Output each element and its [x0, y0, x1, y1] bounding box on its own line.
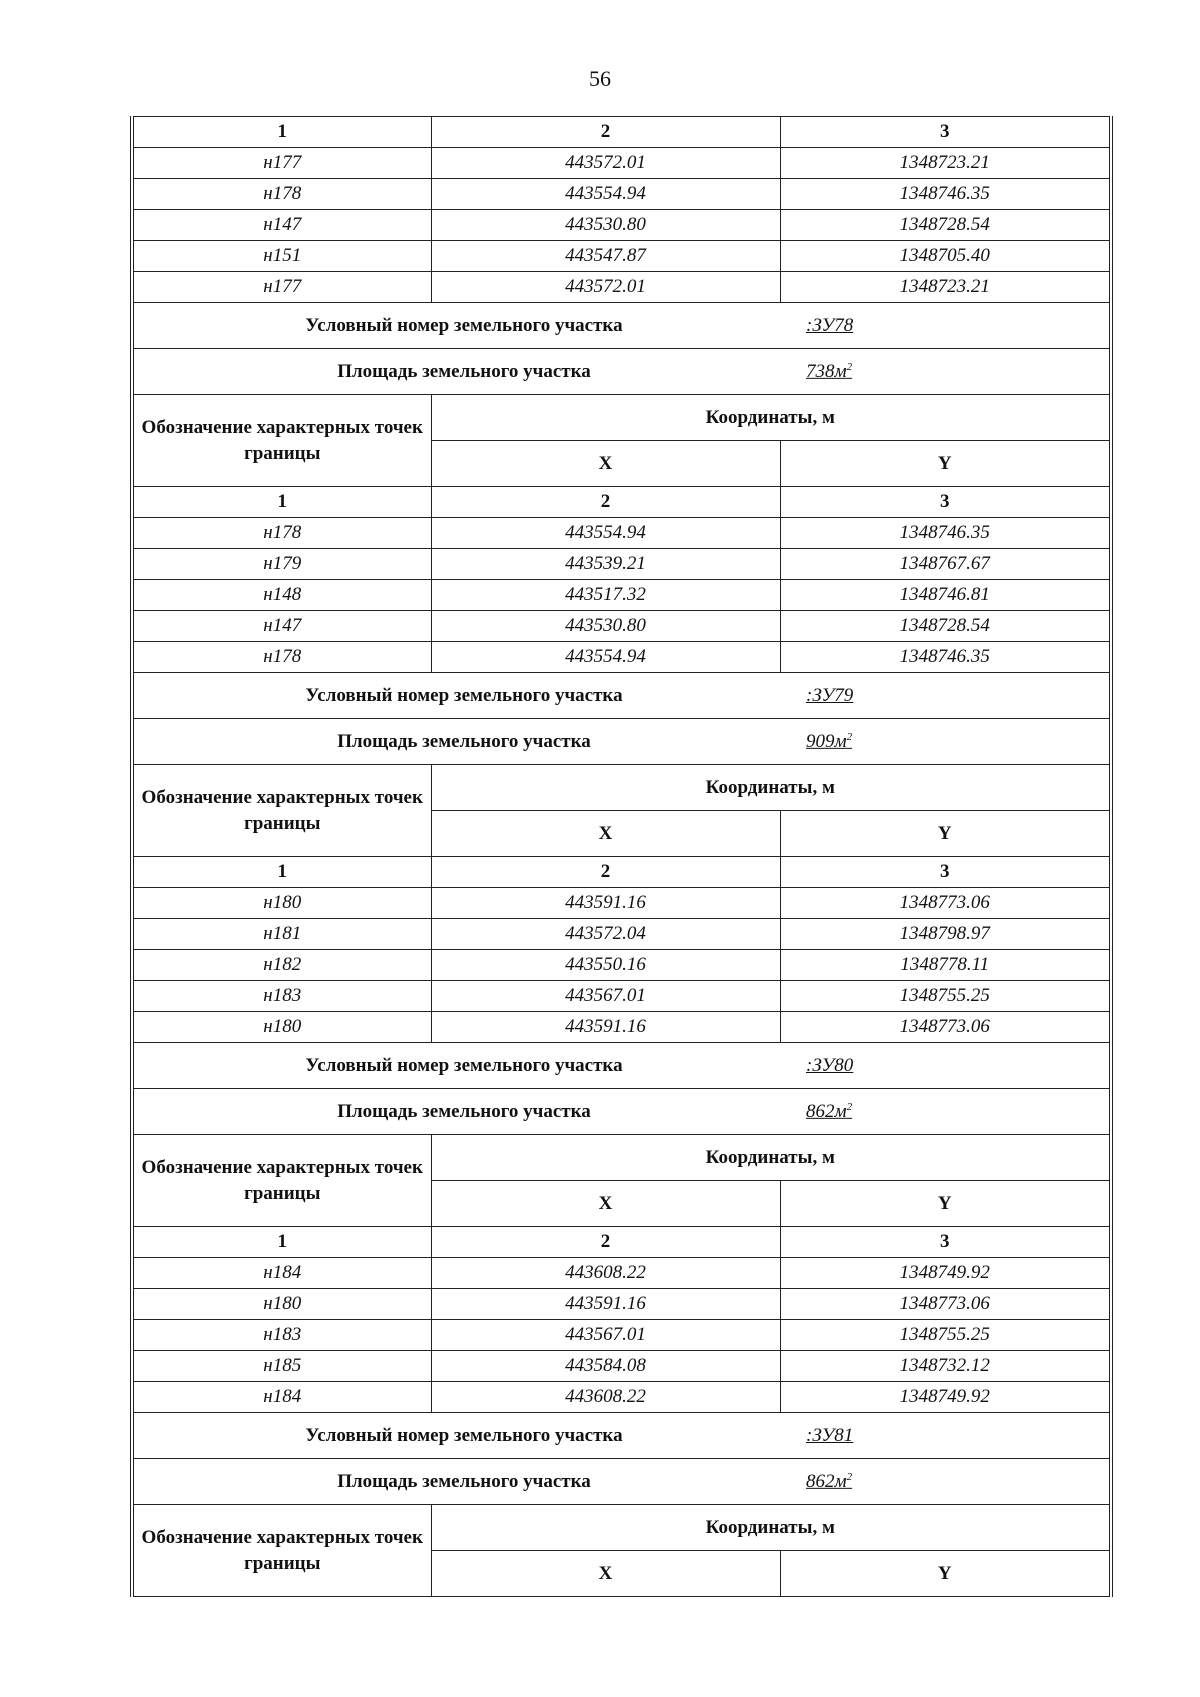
designation-header: Обозначение характерных точек границы	[132, 395, 431, 487]
point-designation: н180	[132, 1289, 431, 1320]
area-unit-power: 2	[846, 1470, 853, 1483]
coordinate-y: 1348798.97	[780, 919, 1111, 950]
point-designation: н179	[132, 549, 431, 580]
coordinate-x: 443584.08	[431, 1351, 780, 1382]
x-header: X	[431, 1551, 780, 1597]
column-number: 1	[132, 117, 431, 148]
area-unit: м	[834, 730, 847, 752]
area-unit: м	[834, 360, 847, 382]
coordinate-y: 1348773.06	[780, 1012, 1111, 1043]
point-designation: н181	[132, 919, 431, 950]
table-row	[132, 981, 1111, 1012]
column-number: 3	[780, 117, 1111, 148]
plot-area-value	[806, 360, 852, 382]
point-designation: н151	[132, 241, 431, 272]
point-designation: н180	[132, 1012, 431, 1043]
point-designation: н148	[132, 580, 431, 611]
column-number: 2	[431, 487, 780, 518]
plot-area-row	[132, 349, 1111, 395]
point-designation: н183	[132, 981, 431, 1012]
point-designation: н177	[132, 272, 431, 303]
point-designation: н147	[132, 611, 431, 642]
table-row	[132, 950, 1111, 981]
plot-area-value	[806, 1100, 852, 1122]
plot-number-row	[132, 1413, 1111, 1459]
coordinate-x: 443517.32	[431, 580, 780, 611]
coordinate-y: 1348767.67	[780, 549, 1111, 580]
point-designation: н184	[132, 1258, 431, 1289]
point-designation: н178	[132, 642, 431, 673]
column-number: 1	[132, 1227, 431, 1258]
coordinate-y: 1348755.25	[780, 981, 1111, 1012]
coordinates-header: Координаты, м	[431, 1505, 1111, 1551]
table-row	[132, 888, 1111, 919]
table-row	[132, 272, 1111, 303]
column-number-row	[132, 117, 1111, 148]
coordinates-header: Координаты, м	[431, 765, 1111, 811]
column-number: 2	[431, 1227, 780, 1258]
table-row	[132, 148, 1111, 179]
plot-number-row	[132, 1043, 1111, 1089]
coordinates-header-row	[132, 765, 1111, 811]
plot-area-value	[806, 730, 852, 752]
table-row	[132, 1351, 1111, 1382]
coordinate-x: 443554.94	[431, 642, 780, 673]
column-number-row	[132, 487, 1111, 518]
column-number: 2	[431, 117, 780, 148]
coordinate-x: 443591.16	[431, 1289, 780, 1320]
coordinate-y: 1348728.54	[780, 611, 1111, 642]
coordinate-x: 443530.80	[431, 611, 780, 642]
designation-header: Обозначение характерных точек границы	[132, 1505, 431, 1597]
coordinate-y: 1348746.35	[780, 179, 1111, 210]
coordinate-y: 1348723.21	[780, 148, 1111, 179]
column-number: 1	[132, 857, 431, 888]
plot-number-value: :ЗУ81	[806, 1424, 854, 1446]
point-designation: н184	[132, 1382, 431, 1413]
x-header: X	[431, 1181, 780, 1227]
area-unit-power: 2	[846, 1100, 853, 1113]
column-number: 3	[780, 1227, 1111, 1258]
column-number-row	[132, 857, 1111, 888]
coordinate-y: 1348746.35	[780, 518, 1111, 549]
table-row	[132, 1320, 1111, 1351]
plot-area-label: Площадь земельного участка	[337, 1100, 591, 1122]
coordinate-x: 443554.94	[431, 518, 780, 549]
plot-number-value: :ЗУ78	[806, 314, 854, 336]
table-row	[132, 549, 1111, 580]
coordinate-x: 443608.22	[431, 1258, 780, 1289]
area-unit: м	[834, 1470, 847, 1492]
page-number: 56	[589, 66, 611, 91]
coordinate-x: 443572.01	[431, 148, 780, 179]
table-row	[132, 1012, 1111, 1043]
coordinate-x: 443572.01	[431, 272, 780, 303]
point-designation: н147	[132, 210, 431, 241]
coordinate-y: 1348723.21	[780, 272, 1111, 303]
coordinates-header-row	[132, 1135, 1111, 1181]
coordinate-x: 443572.04	[431, 919, 780, 950]
y-header: Y	[780, 1551, 1111, 1597]
area-number: 909	[806, 730, 835, 752]
point-designation: н180	[132, 888, 431, 919]
x-header: X	[431, 811, 780, 857]
coordinate-x: 443547.87	[431, 241, 780, 272]
coordinate-y: 1348773.06	[780, 1289, 1111, 1320]
table-row	[132, 1382, 1111, 1413]
y-header: Y	[780, 1181, 1111, 1227]
plot-number-label: Условный номер земельного участка	[305, 1054, 623, 1076]
coordinate-x: 443530.80	[431, 210, 780, 241]
table-row	[132, 518, 1111, 549]
plot-area-row	[132, 1459, 1111, 1505]
plot-area-value	[806, 1470, 852, 1492]
plot-number-row	[132, 303, 1111, 349]
coordinate-x: 443608.22	[431, 1382, 780, 1413]
table-row	[132, 642, 1111, 673]
coordinate-y: 1348778.11	[780, 950, 1111, 981]
coordinate-y: 1348705.40	[780, 241, 1111, 272]
table-row	[132, 919, 1111, 950]
plot-number-label: Условный номер земельного участка	[305, 684, 623, 706]
point-designation: н178	[132, 179, 431, 210]
plot-area-label: Площадь земельного участка	[337, 730, 591, 752]
plot-area-row	[132, 719, 1111, 765]
point-designation: н178	[132, 518, 431, 549]
coordinate-y: 1348732.12	[780, 1351, 1111, 1382]
table-row	[132, 1289, 1111, 1320]
y-header: Y	[780, 441, 1111, 487]
table-row	[132, 580, 1111, 611]
plot-number-row	[132, 673, 1111, 719]
coordinates-header: Координаты, м	[431, 1135, 1111, 1181]
coordinate-y: 1348749.92	[780, 1258, 1111, 1289]
coordinate-x: 443591.16	[431, 1012, 780, 1043]
area-number: 738	[806, 360, 835, 382]
coordinate-y: 1348755.25	[780, 1320, 1111, 1351]
coordinates-header-row	[132, 395, 1111, 441]
plot-number-value: :ЗУ80	[806, 1054, 854, 1076]
point-designation: н183	[132, 1320, 431, 1351]
column-number: 3	[780, 487, 1111, 518]
area-unit-power: 2	[846, 360, 853, 373]
coordinate-x: 443550.16	[431, 950, 780, 981]
point-designation: н185	[132, 1351, 431, 1382]
plot-area-row	[132, 1089, 1111, 1135]
y-header: Y	[780, 811, 1111, 857]
table-row	[132, 241, 1111, 272]
point-designation: н177	[132, 148, 431, 179]
coordinate-x: 443591.16	[431, 888, 780, 919]
table-row	[132, 210, 1111, 241]
coordinate-y: 1348773.06	[780, 888, 1111, 919]
table-row	[132, 611, 1111, 642]
coordinates-header: Координаты, м	[431, 395, 1111, 441]
coordinate-y: 1348749.92	[780, 1382, 1111, 1413]
area-unit-power: 2	[846, 730, 853, 743]
plot-area-label: Площадь земельного участка	[337, 360, 591, 382]
area-number: 862	[806, 1470, 835, 1492]
coordinate-y: 1348728.54	[780, 210, 1111, 241]
coordinate-y: 1348746.35	[780, 642, 1111, 673]
area-unit: м	[834, 1100, 847, 1122]
point-designation: н182	[132, 950, 431, 981]
column-number: 1	[132, 487, 431, 518]
area-number: 862	[806, 1100, 835, 1122]
plot-area-label: Площадь земельного участка	[337, 1470, 591, 1492]
coordinate-x: 443567.01	[431, 1320, 780, 1351]
column-number-row	[132, 1227, 1111, 1258]
plot-number-label: Условный номер земельного участка	[305, 314, 623, 336]
column-number: 3	[780, 857, 1111, 888]
coordinate-x: 443567.01	[431, 981, 780, 1012]
plot-number-value: :ЗУ79	[806, 684, 854, 706]
table-row	[132, 1258, 1111, 1289]
plot-number-label: Условный номер земельного участка	[305, 1424, 623, 1446]
coordinates-header-row	[132, 1505, 1111, 1551]
coordinate-y: 1348746.81	[780, 580, 1111, 611]
coordinate-x: 443539.21	[431, 549, 780, 580]
table-row	[132, 179, 1111, 210]
coordinate-x: 443554.94	[431, 179, 780, 210]
designation-header: Обозначение характерных точек границы	[132, 765, 431, 857]
coordinates-table	[130, 116, 1113, 1597]
designation-header: Обозначение характерных точек границы	[132, 1135, 431, 1227]
column-number: 2	[431, 857, 780, 888]
x-header: X	[431, 441, 780, 487]
